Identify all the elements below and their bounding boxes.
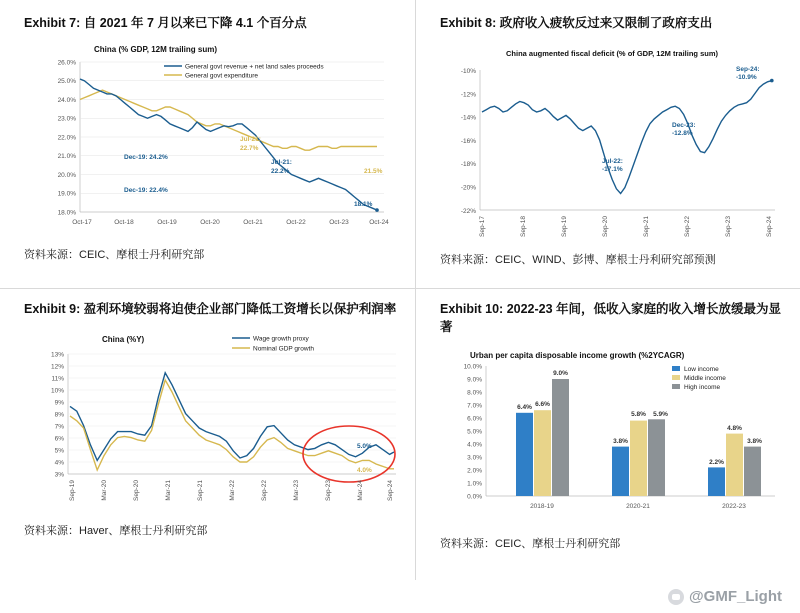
svg-text:Sep-21: Sep-21 [197, 480, 204, 502]
svg-text:Mar-24: Mar-24 [357, 480, 364, 501]
exhibit-9-panel [24, 300, 404, 538]
exhibit-10-label: Exhibit 10: [440, 302, 504, 316]
watermark-text: @GMF_Light [689, 588, 782, 605]
exhibit-8-chart [440, 40, 785, 245]
exhibit-9-title [24, 300, 404, 318]
chart-7-ann-7: 21.5% [364, 168, 383, 176]
weibo-icon [668, 589, 684, 605]
svg-text:-14%: -14% [460, 114, 476, 122]
chart-10-cat-2: 2020-21 [626, 503, 650, 511]
svg-text:6.0%: 6.0% [467, 415, 482, 423]
chart-10-label-1-1: 6.4% [517, 404, 532, 412]
horizontal-divider [0, 288, 800, 289]
chart-7-ann-5: Jul-21: [271, 159, 292, 167]
svg-text:Oct-23: Oct-23 [329, 219, 349, 227]
exhibit-7-title [24, 14, 404, 32]
chart-10-label-1-2: 6.6% [535, 401, 550, 409]
chart-7-ann-2: Dec-19: 22.4% [124, 187, 168, 195]
chart-10-label-2-1: 3.8% [613, 438, 628, 446]
svg-text:Sep-23: Sep-23 [725, 216, 732, 238]
chart-10-header: Urban per capita disposable income growth (%2YCAGR) [470, 351, 685, 361]
exhibit-8-source: 资料来源：CEIC、WIND、彭博、摩根士丹利研究部预测 [440, 254, 716, 267]
svg-text:5%: 5% [54, 447, 64, 455]
chart-8-ann-4: -12.8% [672, 130, 693, 138]
svg-text:9.0%: 9.0% [467, 376, 482, 384]
chart-7-ann-4: 22.7% [240, 145, 259, 153]
svg-text:0.0%: 0.0% [467, 493, 482, 501]
svg-text:Sep-19: Sep-19 [69, 480, 76, 502]
svg-text:26.0%: 26.0% [57, 59, 76, 67]
svg-text:Oct-19: Oct-19 [157, 219, 177, 227]
exhibit-7-panel [24, 14, 404, 262]
chart-7-legend-1: General govt revenue + net land sales proceeds [185, 63, 324, 71]
exhibit-10-title-text: 2022-23 年间，低收入家庭的收入增长放缓最为显著 [440, 302, 782, 335]
chart-9-legend-1: Wage growth proxy [253, 335, 309, 343]
svg-text:-20%: -20% [460, 184, 476, 192]
chart-10-legend-2: Middle income [684, 375, 726, 383]
svg-text:3.0%: 3.0% [467, 454, 482, 462]
svg-text:4.0%: 4.0% [467, 441, 482, 449]
chart-10-label-2-3: 5.9% [653, 411, 668, 419]
chart-10-label-3-1: 2.2% [709, 459, 724, 467]
svg-text:Mar-20: Mar-20 [101, 480, 108, 501]
exhibit-10-title [440, 300, 785, 336]
exhibit-10-chart [440, 344, 785, 529]
svg-text:19.0%: 19.0% [57, 190, 76, 198]
svg-text:10.0%: 10.0% [463, 363, 482, 371]
chart-10-cat-1: 2018-19 [530, 503, 554, 511]
svg-text:Oct-18: Oct-18 [114, 219, 134, 227]
watermark [668, 588, 782, 605]
svg-text:Oct-24: Oct-24 [369, 219, 389, 227]
svg-text:8.0%: 8.0% [467, 389, 482, 397]
svg-text:Sep-19: Sep-19 [561, 216, 568, 238]
chart-9-legend-2: Nominal GDP growth [253, 345, 314, 353]
svg-text:Sep-17: Sep-17 [479, 216, 486, 238]
svg-text:Oct-22: Oct-22 [286, 219, 306, 227]
svg-text:Sep-22: Sep-22 [684, 216, 691, 238]
svg-text:7.0%: 7.0% [467, 402, 482, 410]
svg-text:Sep-24: Sep-24 [387, 480, 394, 502]
chart-10-label-3-3: 3.8% [747, 438, 762, 446]
svg-text:-16%: -16% [460, 138, 476, 146]
vertical-divider [415, 0, 416, 580]
chart-9-svg [24, 326, 404, 516]
chart-10-label-3-2: 4.8% [727, 425, 742, 433]
chart-10-legend-1: Low income [684, 366, 719, 374]
svg-text:Oct-17: Oct-17 [72, 219, 92, 227]
chart-10-label-2-2: 5.8% [631, 411, 646, 419]
svg-text:Oct-20: Oct-20 [200, 219, 220, 227]
chart-9-header: China (%Y) [102, 335, 145, 345]
svg-text:3%: 3% [54, 471, 64, 479]
svg-text:20.0%: 20.0% [57, 172, 76, 180]
chart-8-header: China augmented fiscal deficit (% of GDP, 12M trailing sum) [506, 49, 718, 59]
chart-8-endpoint [770, 79, 774, 83]
exhibit-9-source: 资料来源：Haver、摩根士丹利研究部 [24, 525, 208, 538]
svg-text:18.0%: 18.0% [57, 209, 76, 217]
exhibit-10-panel [440, 300, 785, 551]
chart-10-svg [440, 344, 785, 529]
svg-text:7%: 7% [54, 423, 64, 431]
chart-9-ann-1: 5.0% [357, 443, 372, 451]
svg-text:Sep-23: Sep-23 [325, 480, 332, 502]
svg-text:-18%: -18% [460, 161, 476, 169]
chart-8-ann-2: -10.9% [736, 74, 757, 82]
svg-text:25.0%: 25.0% [57, 78, 76, 86]
chart-8-ann-5: Jul-22: [602, 158, 623, 166]
svg-text:22.0%: 22.0% [57, 134, 76, 142]
svg-text:Mar-22: Mar-22 [229, 480, 236, 501]
svg-text:-22%: -22% [460, 207, 476, 215]
svg-text:21.0%: 21.0% [57, 153, 76, 161]
chart-10-legend-3: High income [684, 384, 721, 392]
chart-8-ann-1: Sep-24: [736, 66, 760, 74]
svg-text:5.0%: 5.0% [467, 428, 482, 436]
svg-text:Sep-20: Sep-20 [133, 480, 140, 502]
chart-9-ann-2: 4.0% [357, 467, 372, 475]
chart-7-endpoint [375, 208, 379, 212]
svg-text:Sep-22: Sep-22 [261, 480, 268, 502]
exhibit-7-source: 资料来源：CEIC、摩根士丹利研究部 [24, 249, 205, 262]
chart-7-svg [24, 40, 404, 240]
chart-7-legend-2: General govt expenditure [185, 72, 258, 80]
svg-text:Sep-20: Sep-20 [602, 216, 609, 238]
svg-text:4%: 4% [54, 459, 64, 467]
chart-10-label-1-3: 9.0% [553, 370, 568, 378]
svg-text:-12%: -12% [460, 91, 476, 99]
svg-text:-10%: -10% [460, 68, 476, 76]
exhibit-8-title [440, 14, 785, 32]
svg-text:Mar-23: Mar-23 [293, 480, 300, 501]
exhibit-9-label: Exhibit 9: [24, 302, 81, 316]
chart-8-ann-3: Dec-23: [672, 122, 696, 130]
exhibit-9-chart [24, 326, 404, 516]
chart-7-ann-1: Dec-19: 24.2% [124, 154, 168, 162]
chart-7-ann-3: Jul-21: [240, 136, 261, 144]
exhibit-7-label: Exhibit 7: [24, 16, 81, 30]
exhibit-8-title-text: 政府收入疲软反过来又限制了政府支出 [499, 16, 713, 30]
svg-text:8%: 8% [54, 411, 64, 419]
svg-text:13%: 13% [50, 351, 64, 359]
chart-7-ann-8: 18.1% [354, 201, 373, 209]
chart-7-header: China (% GDP, 12M trailing sum) [94, 45, 217, 55]
svg-text:6%: 6% [54, 435, 64, 443]
exhibit-7-title-text: 自 2021 年 7 月以来已下降 4.1 个百分点 [83, 16, 307, 30]
exhibit-8-label: Exhibit 8: [440, 16, 497, 30]
exhibit-7-chart [24, 40, 404, 240]
svg-text:Sep-24: Sep-24 [766, 216, 773, 238]
chart-10-cat-3: 2022-23 [722, 503, 746, 511]
svg-text:1.0%: 1.0% [467, 480, 482, 488]
svg-text:Mar-21: Mar-21 [165, 480, 172, 501]
svg-text:24.0%: 24.0% [57, 97, 76, 105]
svg-text:Sep-18: Sep-18 [520, 216, 527, 238]
svg-text:2.0%: 2.0% [467, 467, 482, 475]
chart-8-ann-6: -17.1% [602, 166, 623, 174]
svg-text:23.0%: 23.0% [57, 115, 76, 123]
svg-text:Sep-21: Sep-21 [643, 216, 650, 238]
svg-text:11%: 11% [51, 375, 64, 383]
svg-text:9%: 9% [54, 399, 64, 407]
exhibit-10-source: 资料来源：CEIC、摩根士丹利研究部 [440, 538, 621, 551]
exhibit-9-title-text: 盈利环境较弱将迫使企业部门降低工资增长以保护利润率 [83, 302, 397, 316]
chart-7-ann-6: 22.2% [271, 168, 290, 176]
exhibit-8-panel [440, 14, 785, 267]
chart-8-svg [440, 40, 785, 245]
svg-text:Oct-21: Oct-21 [243, 219, 263, 227]
svg-text:12%: 12% [50, 363, 64, 371]
svg-text:10%: 10% [50, 387, 64, 395]
